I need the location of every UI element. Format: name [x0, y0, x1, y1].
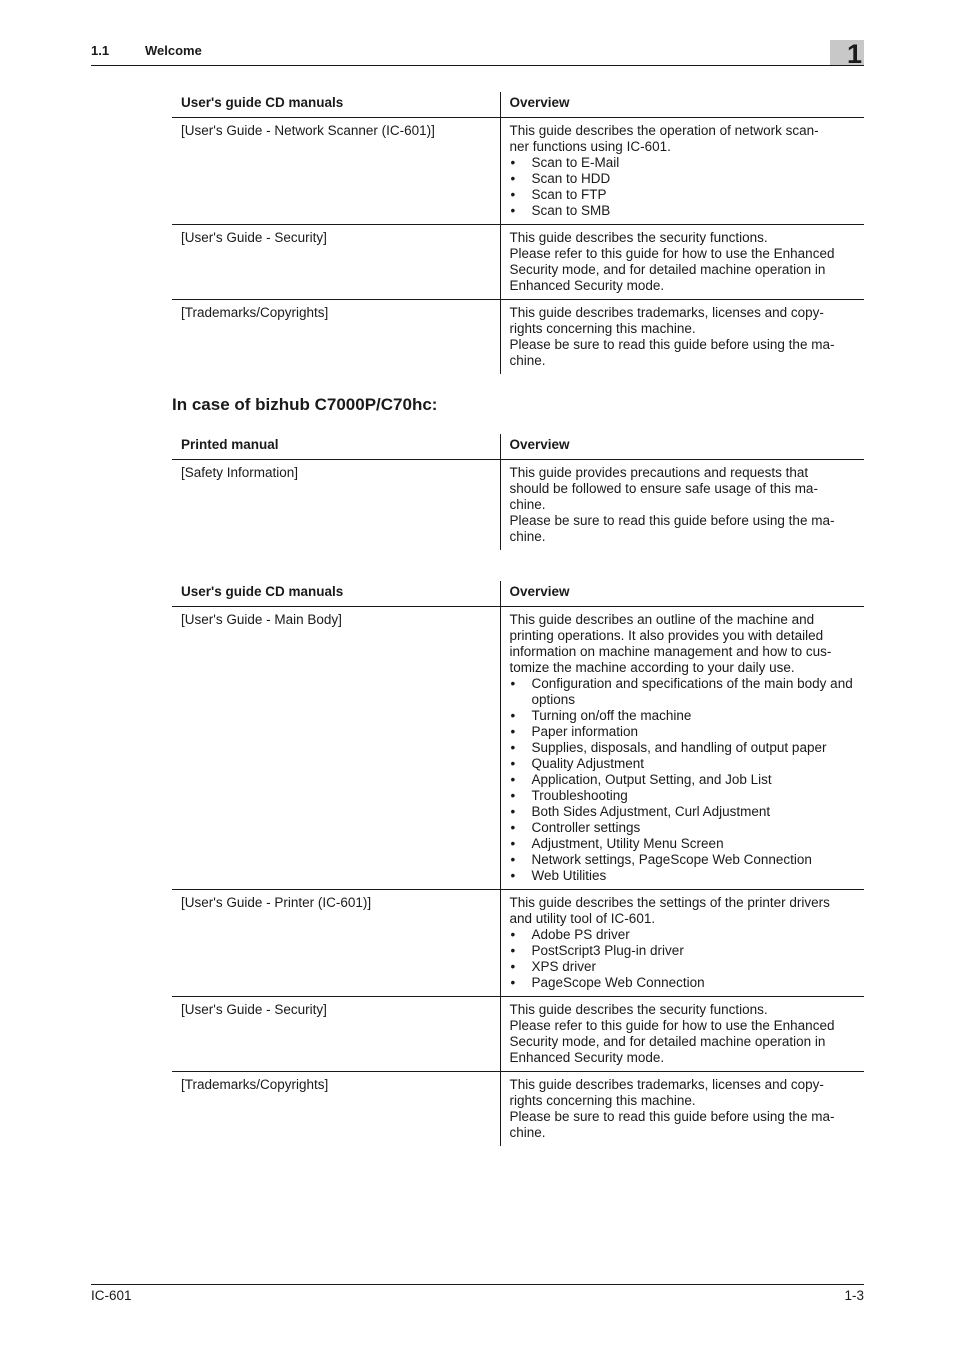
- overview-text-line: This guide provides precautions and requests that: [509, 465, 809, 480]
- bullet-item: • PostScript3 Plug-in driver: [510, 943, 856, 959]
- overview-cell: [500, 890, 864, 997]
- bullet-item: • XPS driver: [510, 959, 856, 975]
- bullet-list: [510, 927, 856, 991]
- table-row: [172, 460, 864, 551]
- bullet-item: • Scan to FTP: [510, 187, 856, 203]
- overview-cell: [500, 460, 864, 551]
- cd-manuals-table-1: [172, 92, 864, 374]
- table-header-row: [172, 581, 864, 607]
- overview-text-line: printing operations. It also provides you with detailed: [509, 628, 824, 643]
- bullet-item: • Both Sides Adjustment, Curl Adjustment: [510, 804, 856, 820]
- bullet-item: • Adjustment, Utility Menu Screen: [510, 836, 856, 852]
- footer-product: IC-601: [91, 1288, 132, 1303]
- overview-cell: [500, 1072, 864, 1147]
- overview-text-line: Please be sure to read this guide before using the ma-: [509, 513, 835, 528]
- overview-text-line: Security mode, and for detailed machine operation in: [509, 262, 826, 277]
- bullet-list: [510, 676, 856, 884]
- page-footer: [91, 1284, 864, 1303]
- bullet-item: • Adobe PS driver: [510, 927, 856, 943]
- bullet-item: • Quality Adjustment: [510, 756, 856, 772]
- overview-text-line: This guide describes the settings of the printer drivers: [509, 895, 830, 910]
- overview-cell: [500, 607, 864, 890]
- table-row: [172, 118, 864, 225]
- overview-text-line: rights concerning this machine.: [509, 321, 696, 336]
- section-heading: In case of bizhub C7000P/C70hc:: [172, 395, 438, 414]
- overview-text-line: This guide describes the security functions.: [509, 1002, 768, 1017]
- manual-name-cell: [User's Guide - Printer (IC-601)]: [172, 890, 500, 997]
- bullet-item: • Paper information: [510, 724, 856, 740]
- section-number: 1.1: [91, 43, 110, 58]
- table-row: [172, 225, 864, 300]
- overview-text-line: information on machine management and how to cus-: [509, 644, 832, 659]
- table-row: [172, 890, 864, 997]
- manual-name-cell: [User's Guide - Main Body]: [172, 607, 500, 890]
- manual-name-cell: [User's Guide - Security]: [172, 225, 500, 300]
- overview-text-line: Please refer to this guide for how to use the Enhanced: [509, 246, 835, 261]
- table-row: [172, 1072, 864, 1147]
- overview-text-line: chine.: [509, 1125, 546, 1140]
- column-header-overview: Overview: [500, 92, 864, 118]
- bullet-item: • Controller settings: [510, 820, 856, 836]
- overview-text-line: This guide describes the operation of network scan-: [509, 123, 819, 138]
- overview-cell: [500, 225, 864, 300]
- bullet-item: • Scan to E-Mail: [510, 155, 856, 171]
- bullet-item: • Scan to HDD: [510, 171, 856, 187]
- footer-page-number: 1-3: [844, 1288, 864, 1303]
- manual-name-cell: [Safety Information]: [181, 465, 299, 480]
- section-title: Welcome: [145, 43, 202, 58]
- bullet-item: • Turning on/off the machine: [510, 708, 856, 724]
- table-header-row: [172, 92, 864, 118]
- overview-text-line: Security mode, and for detailed machine operation in: [509, 1034, 826, 1049]
- bullet-item: • PageScope Web Connection: [510, 975, 856, 991]
- overview-cell: [500, 118, 864, 225]
- overview-text-line: This guide describes trademarks, licenses and copy-: [509, 305, 824, 320]
- overview-text-line: Please be sure to read this guide before using the ma-: [509, 337, 835, 352]
- column-header-manual: Printed manual: [172, 434, 500, 460]
- bullet-item: • Web Utilities: [510, 868, 856, 884]
- overview-text-line: This guide describes trademarks, licenses and copy-: [509, 1077, 824, 1092]
- page-header: [91, 39, 864, 69]
- manual-name-cell: [User's Guide - Network Scanner (IC-601)]: [172, 118, 500, 225]
- bullet-list: [510, 155, 856, 219]
- overview-text-line: chine.: [509, 529, 546, 544]
- overview-text-line: Please refer to this guide for how to use the Enhanced: [509, 1018, 835, 1033]
- bullet-item: • Scan to SMB: [510, 203, 856, 219]
- overview-cell: [500, 997, 864, 1072]
- overview-text-line: tomize the machine according to your daily use.: [509, 660, 795, 675]
- chapter-number-box: 1: [830, 40, 864, 65]
- table-row: [172, 607, 864, 890]
- column-header-overview: Overview: [500, 434, 864, 460]
- manual-name-cell: [Trademarks/Copyrights]: [181, 1077, 329, 1092]
- overview-text-line: chine.: [509, 497, 546, 512]
- column-header-overview: Overview: [500, 581, 864, 607]
- overview-text-line: rights concerning this machine.: [509, 1093, 696, 1108]
- overview-text-line: and utility tool of IC-601.: [509, 911, 656, 926]
- manual-name-cell: [Trademarks/Copyrights]: [181, 305, 329, 320]
- bullet-item: • Troubleshooting: [510, 788, 856, 804]
- bullet-item: • Network settings, PageScope Web Connection: [510, 852, 856, 868]
- bullet-item: • Application, Output Setting, and Job List: [510, 772, 856, 788]
- overview-text-line: chine.: [509, 353, 546, 368]
- table-row: [172, 997, 864, 1072]
- overview-text-line: This guide describes the security functions.: [509, 230, 768, 245]
- column-header-manual: User's guide CD manuals: [172, 92, 500, 118]
- overview-text-line: should be followed to ensure safe usage of this ma-: [509, 481, 818, 496]
- table-header-row: [172, 434, 864, 460]
- overview-text-line: This guide describes an outline of the machine and: [509, 612, 815, 627]
- table-row: [172, 300, 864, 375]
- overview-text-line: Please be sure to read this guide before using the ma-: [509, 1109, 835, 1124]
- column-header-manual: User's guide CD manuals: [172, 581, 500, 607]
- cd-manuals-table-2: [172, 581, 864, 1146]
- overview-text-line: Enhanced Security mode.: [509, 1050, 665, 1065]
- bullet-item: • Configuration and specifications of the main body and options: [510, 676, 856, 708]
- printed-manual-table: [172, 434, 864, 550]
- overview-text-line: ner functions using IC-601.: [509, 139, 671, 154]
- manual-name-cell: [User's Guide - Security]: [172, 997, 500, 1072]
- overview-text-line: Enhanced Security mode.: [509, 278, 665, 293]
- overview-cell: [500, 300, 864, 375]
- bullet-item: • Supplies, disposals, and handling of output paper: [510, 740, 856, 756]
